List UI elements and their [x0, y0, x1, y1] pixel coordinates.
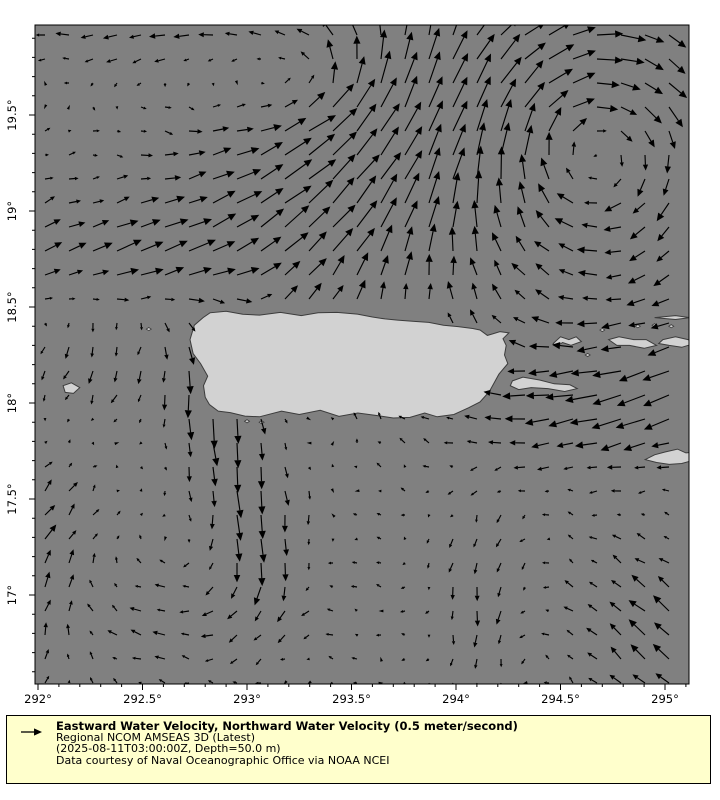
legend-box	[6, 715, 711, 784]
x-tick-label: 294°	[442, 692, 470, 706]
y-tick-label: 18°	[5, 392, 19, 414]
plot-area	[35, 10, 703, 694]
y-tick-label: 17.5°	[5, 483, 19, 515]
land-puerto-rico	[190, 311, 509, 418]
legend-model-line: Regional NCOM AMSEAS 3D (Latest)	[56, 731, 255, 744]
x-tick-label: 295°	[651, 692, 679, 706]
legend-time-depth-line: (2025-08-11T03:00:00Z, Depth=50.0 m)	[56, 742, 281, 756]
x-tick-label: 294.5°	[541, 692, 580, 706]
legend-courtesy-line: Data courtesy of Naval Oceanographic Office via NOAA NCEI	[56, 753, 390, 767]
x-tick-label: 292.5°	[123, 692, 162, 706]
y-tick-label: 17°	[5, 584, 19, 606]
legend-text	[56, 716, 518, 766]
key-arrow-head	[34, 728, 42, 735]
x-tick-label: 293°	[233, 692, 261, 706]
x-tick-label: 293.5°	[332, 692, 371, 706]
x-tick-label: 292°	[24, 692, 52, 706]
legend-title: Eastward Water Velocity, Northward Water Velocity (0.5 meter/second)	[56, 719, 518, 733]
y-tick-label: 19.5°	[5, 99, 19, 131]
legend-key-arrow-icon	[20, 723, 50, 742]
y-tick-label: 19°	[5, 200, 19, 222]
y-tick-label: 18.5°	[5, 291, 19, 323]
